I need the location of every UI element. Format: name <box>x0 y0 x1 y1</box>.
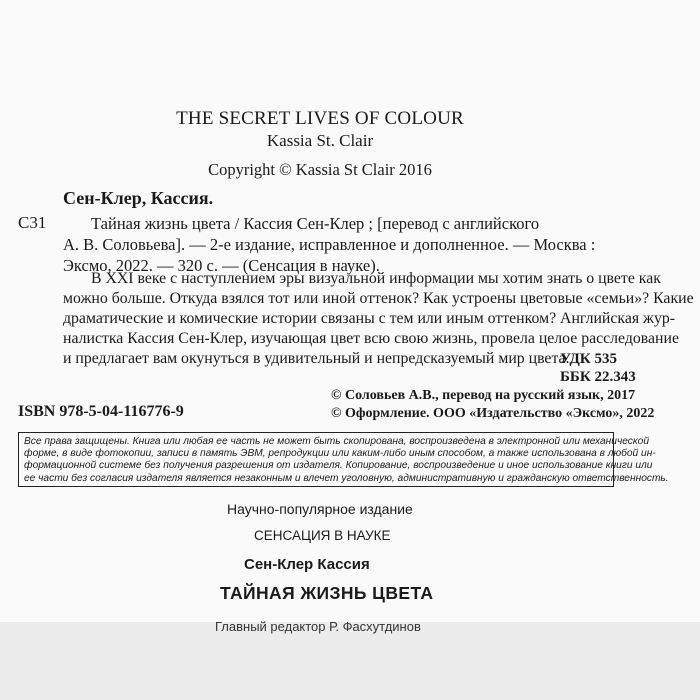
series-name: СЕНСАЦИЯ В НАУКЕ <box>254 528 391 543</box>
annotation-line: В XXI веке с наступлением эры визуальной информации мы хотим знать о цвете как <box>91 270 661 287</box>
bib-line: А. В. Соловьева]. — 2-е издание, исправленное и дополненное. — Москва : <box>63 235 596 254</box>
bibliographic-description <box>63 213 653 276</box>
rights-line: ее части без согласия издателя является незаконным и влечет уголовную, административную и гражданскую ответственность. <box>24 472 669 484</box>
rights-line: форме, в виде фотокопии, записи в память ЭВМ, репродукции или каким-либо иным способом, а также использована в любой ин- <box>24 448 656 460</box>
bib-line: Тайная жизнь цвета / Кассия Сен-Клер ; [перевод с английского <box>91 214 540 233</box>
original-copyright: Copyright © Kassia St Clair 2016 <box>208 160 432 179</box>
translation-copyright: © Соловьев А.В., перевод на русский язык, 2017 <box>331 388 636 403</box>
catalog-heading: Сен-Клер, Кассия. <box>63 188 214 208</box>
rights-line: Все права защищены. Книга или любая ее часть не может быть скопирована, воспроизведена в электронной или механической <box>24 436 650 447</box>
rights-notice-box <box>18 432 669 487</box>
isbn: ISBN 978-5-04-116776-9 <box>18 403 184 420</box>
design-copyright: © Оформление. ООО «Издательство «Эксмо», 2022 <box>331 406 655 421</box>
original-author: Kassia St. Clair <box>266 131 374 150</box>
cut-off-line <box>215 619 421 625</box>
annotation-line: налистка Кассия Сен-Клер, изучающая цвет всю свою жизнь, провела целое расследование <box>63 330 679 347</box>
udk-code: УДК 535 <box>560 351 617 367</box>
bbk-code: ББК 22.343 <box>560 369 636 385</box>
original-title: THE SECRET LIVES OF COLOUR <box>176 108 464 129</box>
copyright-notices <box>331 387 654 423</box>
imprint-author: Сен-Клер Кассия <box>244 556 370 573</box>
annotation-line: и предлагает вам окунуться в удивительный и непредсказуемый мир цвета. <box>63 350 570 367</box>
publication-genre: Научно-популярное издание <box>227 501 413 517</box>
author-sign-code: С31 <box>18 213 47 232</box>
bib-line: Эксмо, 2022. — 320 с. — (Сенсация в науке). <box>63 256 380 275</box>
annotation-line: драматические и комические истории связаны с тем или иным оттенком? Английская жур- <box>63 310 676 327</box>
annotation-line: можно больше. Откуда взялся тот или иной оттенок? Как устроены цветовые «семьи»? Какие <box>63 290 694 307</box>
imprint-title: ТАЙНАЯ ЖИЗНЬ ЦВЕТА <box>220 583 434 603</box>
classification-codes <box>560 350 636 386</box>
rights-line: формационной системе без получения разрешения от издателя. Копирование, воспроизведение и иное использование книги или <box>24 460 653 472</box>
